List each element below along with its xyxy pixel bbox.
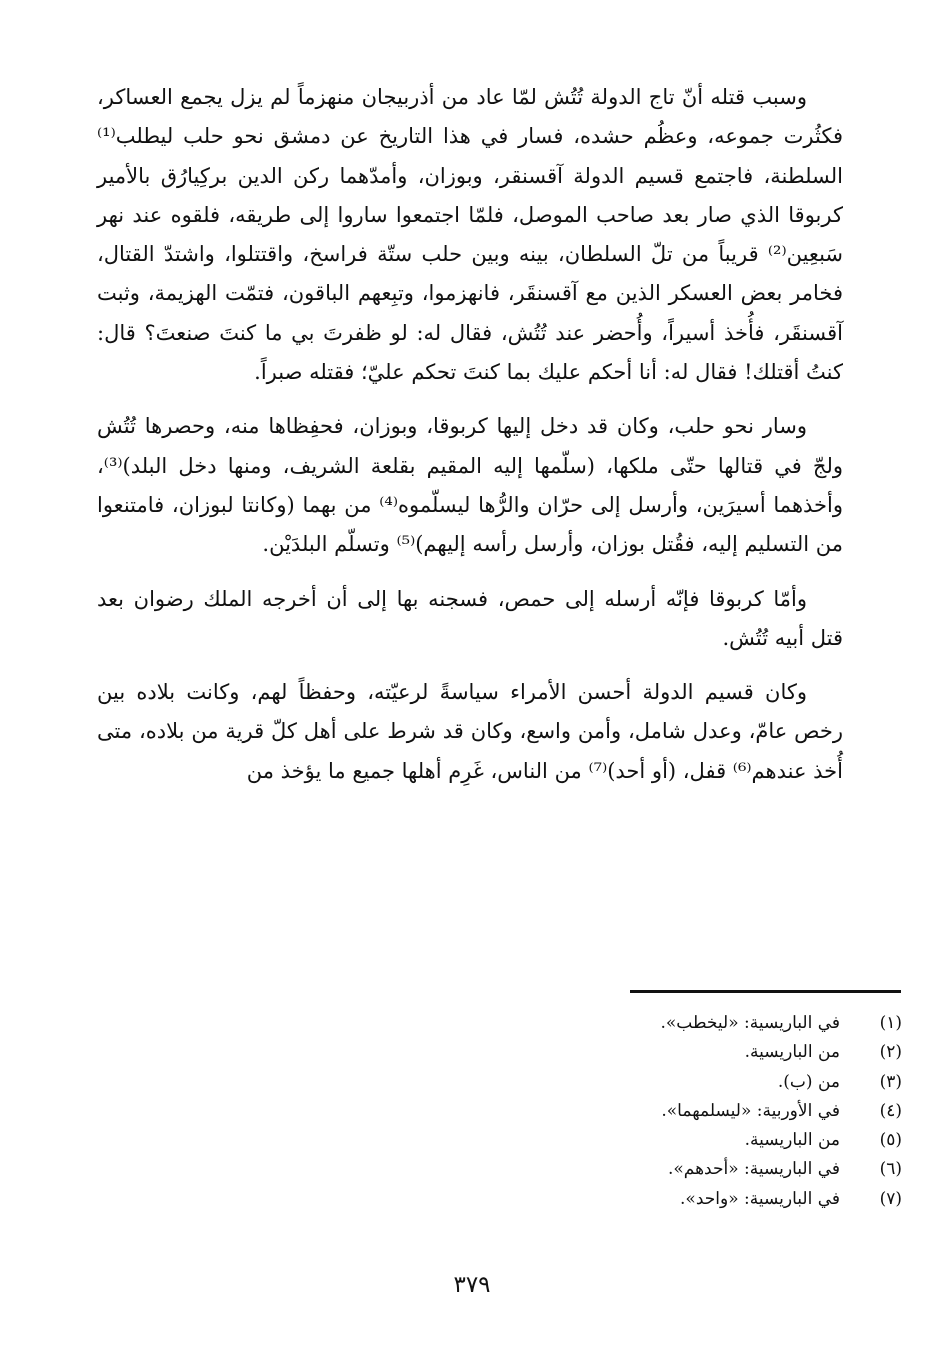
paragraph-4: وكان قسيم الدولة أحسن الأمراء سياسةً لرعيّته، وحفظاً لهم، وكانت بلاده بين رخص عامّ، وعدل شامل، وأمن واسع، وكان قد شرط على أهل كلّ قرية من بلاده، متى أُخذ عندهم⁽⁶⁾ قفل، (أو أحد)⁽⁷⁾ من الناس، غَرِم أهلها جميع ما يؤخذ من bbox=[97, 680, 843, 783]
footnotes-list bbox=[482, 1009, 902, 1214]
footnote-number: (١) bbox=[879, 1013, 902, 1033]
footnote-text: في الباريسية: «أحدهم». bbox=[667, 1159, 840, 1180]
footnote-number: (٤) bbox=[879, 1100, 902, 1121]
footnote-text: من (ب). bbox=[777, 1071, 840, 1092]
page-number: ٣٧٩ bbox=[453, 1272, 491, 1298]
paragraph-3: وأمّا كربوقا فإنّه أرسله إلى حمص، فسجنه بها إلى أن أخرجه الملك رضوان بعد قتل أبيه تُتُش. bbox=[97, 586, 843, 650]
footnote-text: من الباريسية. bbox=[744, 1042, 840, 1063]
footnote-number: (٣) bbox=[879, 1071, 902, 1092]
footnote-number: (٥) bbox=[879, 1130, 902, 1151]
footnote-number: (٢) bbox=[879, 1042, 902, 1063]
footnote-text: في الباريسية: «واحد». bbox=[680, 1188, 840, 1209]
paragraph-1: وسبب قتله أنّ تاج الدولة تُتُش لمّا عاد من أذربيجان منهزماً لم يزل يجمع العساكر، فكثُرت جموعه، وعظُم حشده، فسار في هذا التاريخ عن دمشق نحو حلب ليطلب⁽¹⁾ السلطنة، فاجتمع قسيم الدولة آقسنقر، وبوزان، وأمدّهما ركن الدين بركِيارُق بالأمير كربوقا الذي صار بعد صاحب الموصل، فلمّا اجتمعوا ساروا إلى طريقه، فلقوه عند نهر سَبعِين⁽²⁾ قريباً من تلّ السلطان، بينه وبين حلب ستّة فراسخ، واقتتلوا، واشتدّ القتال، فخامر بعض العسكر الذين مع آقسنقَر، فانهزموا، وتبِعهم الباقون، فتمّت الهزيمة، وثبت آقسنقَر، فأُخذ أسيراً، وأُحضر عند تُتُش، فقال له: لو ظفرتَ بي ما كنتَ صنعتَ؟ قال: كنتُ أقتلك! فقال له: أنا أحكم عليك بما كنتَ تحكم عليّ؛ فقتله صبراً. bbox=[97, 85, 843, 385]
footnote-text: من الباريسية. bbox=[744, 1130, 840, 1151]
footnote-item bbox=[482, 1009, 902, 1038]
footnote-item bbox=[482, 1126, 902, 1155]
paragraph-2: وسار نحو حلب، وكان قد دخل إليها كربوقا، وبوزان، فحفِظاها منه، وحصرها تُتُش ولجّ في قتالها حتّى ملكها، (سلّمها إليه المقيم بقلعة الشريف، ومنها دخل البلد)⁽³⁾، وأخذهما أسيرَين، وأرسل إلى حرّان والرُّها ليسلّموه⁽⁴⁾ من بهما (وكانتا لبوزان، فامتنعوا من التسليم إليه، فقُتل بوزان، وأرسل رأسه إليهم)⁽⁵⁾ وتسلّم البلدَيْن. bbox=[97, 414, 844, 557]
footnote-separator bbox=[630, 990, 901, 993]
footnote-number: (٦) bbox=[879, 1159, 902, 1180]
footnote-text: في الباريسية: «ليخطب». bbox=[660, 1013, 840, 1033]
footnote-item bbox=[482, 1068, 902, 1097]
footnote-item bbox=[482, 1185, 902, 1214]
footnote-item bbox=[482, 1097, 902, 1126]
main-text bbox=[97, 78, 843, 806]
footnote-item bbox=[482, 1038, 902, 1067]
footnote-item bbox=[482, 1155, 902, 1184]
footnote-text: في الأوربية: «ليسلمهما». bbox=[661, 1100, 840, 1121]
footnote-number: (٧) bbox=[879, 1188, 902, 1209]
